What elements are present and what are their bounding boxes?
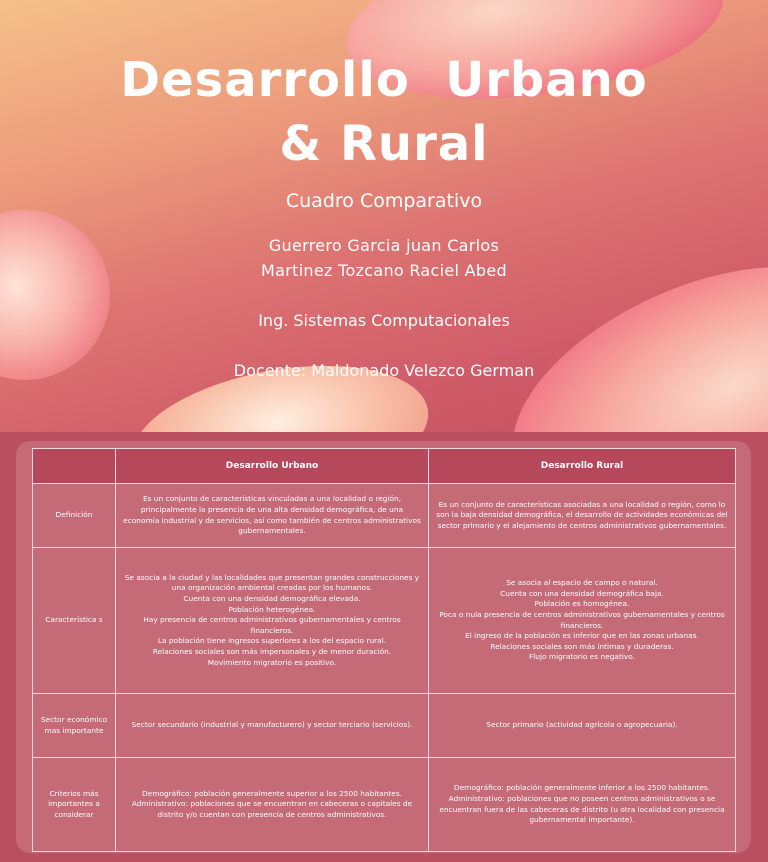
rural-cell (429, 694, 736, 758)
urban-cell-line: Movimiento migratorio es positivo. (207, 657, 337, 667)
rural-cell-line: Administrativo: poblaciones que no poseen centros administrativos o se encuentran fuera de las cabeceras de distrito (u otra localidad con presencia gubernamental importante). (439, 793, 725, 825)
urban-cell-line: Demográfico: población generalmente superior a los 2500 habitantes. (141, 788, 403, 798)
rural-cell-line: Sector primario (actividad agrícola o agropecuaria). (486, 720, 678, 730)
rural-cell-line: Poca o nula presencia de centros administrativos gubernamentales y centros financieros. (439, 609, 725, 630)
rural-cell-line: Se asocia al espacio de campo o natural. (506, 578, 658, 588)
subtitle: Cuadro Comparativo (285, 190, 483, 212)
rural-cell-line: Es un conjunto de características asociadas a una localidad o región, como lo son la baja densidad demográfica, el desarrollo de actividades económicas del sector primario y el alejamiento de centros administrativos gubernamentales. (436, 499, 728, 530)
page-title (0, 48, 768, 176)
urban-cell-line: Administrativo: poblaciones que se encuentran en cabeceras o capitales de distrito y/o cuentan con presencia de centros administrativos. (131, 799, 413, 819)
teacher: Docente: Maldonado Velezco German (233, 361, 535, 380)
header-rural: Desarrollo Rural (429, 449, 736, 484)
rural-cell-line: Población es homogénea. (534, 599, 630, 609)
urban-cell-line: Sector secundario (industrial y manufacturero) y sector terciario (servicios). (131, 720, 413, 730)
urban-cell-line: Es un conjunto de características vinculadas a una localidad o región, principalmente la presencia de una alta densidad demográfica, de una economía industrial y de servicios, así como también de centros administrativos gubernamentales. (123, 494, 421, 536)
author-2: Martinez Tozcano Raciel Abed (261, 261, 507, 280)
decorative-blob-bottom-left (121, 345, 439, 432)
author-1: Guerrero Garcia juan Carlos (268, 236, 500, 255)
rural-cell-line: Flujo migratorio es negativo. (528, 652, 636, 662)
urban-cell-line: Relaciones sociales son más impersonales y de menor duración. (152, 646, 392, 656)
table-row (33, 548, 736, 694)
header-urban: Desarrollo Urbano (116, 449, 429, 484)
table-header-row (33, 449, 736, 484)
title-line-1: Desarrollo Urbano (120, 52, 648, 108)
table-row (33, 484, 736, 548)
row-label: Característica s (33, 548, 116, 694)
urban-cell (116, 548, 429, 694)
urban-cell-line: Población heterogénea. (228, 604, 316, 614)
rural-cell (429, 548, 736, 694)
urban-cell-line: Cuenta con una densidad demográfica elevada. (183, 594, 361, 604)
urban-cell (116, 758, 429, 852)
table-row (33, 694, 736, 758)
rural-cell (429, 758, 736, 852)
header-empty (33, 449, 116, 484)
row-label: Criterios más importantes a considerar (33, 758, 116, 852)
rural-cell-line: Demográfico: población generalmente inferior a los 2500 habitantes. (453, 783, 711, 793)
urban-cell-line: La población tiene ingresos superiores a los del espacio rural. (157, 636, 387, 646)
row-label: Definición (33, 484, 116, 548)
rural-cell (429, 484, 736, 548)
career: Ing. Sistemas Computacionales (258, 311, 510, 330)
urban-cell-line: Hay presencia de centros administrativos gubernamentales y centros financieros. (143, 615, 401, 635)
comparison-panel (16, 441, 751, 853)
urban-cell (116, 484, 429, 548)
urban-cell-line: Se asocia a la ciudad y las localidades que presentan grandes construcciones y una organización ambiental creadas por los humanos. (124, 572, 420, 593)
rural-cell-line: El ingreso de la población es inferior que en las zonas urbanas. (465, 631, 699, 641)
urban-cell (116, 694, 429, 758)
rural-cell-line: Relaciones sociales son más íntimas y duraderas. (490, 641, 674, 651)
row-label: Sector económico mas importante (33, 694, 116, 758)
table-body (33, 484, 736, 852)
title-line-2: & Rural (279, 116, 489, 172)
table-row (33, 758, 736, 852)
comparison-table (32, 448, 736, 852)
rural-cell-line: Cuenta con una densidad demográfica baja. (500, 588, 664, 598)
